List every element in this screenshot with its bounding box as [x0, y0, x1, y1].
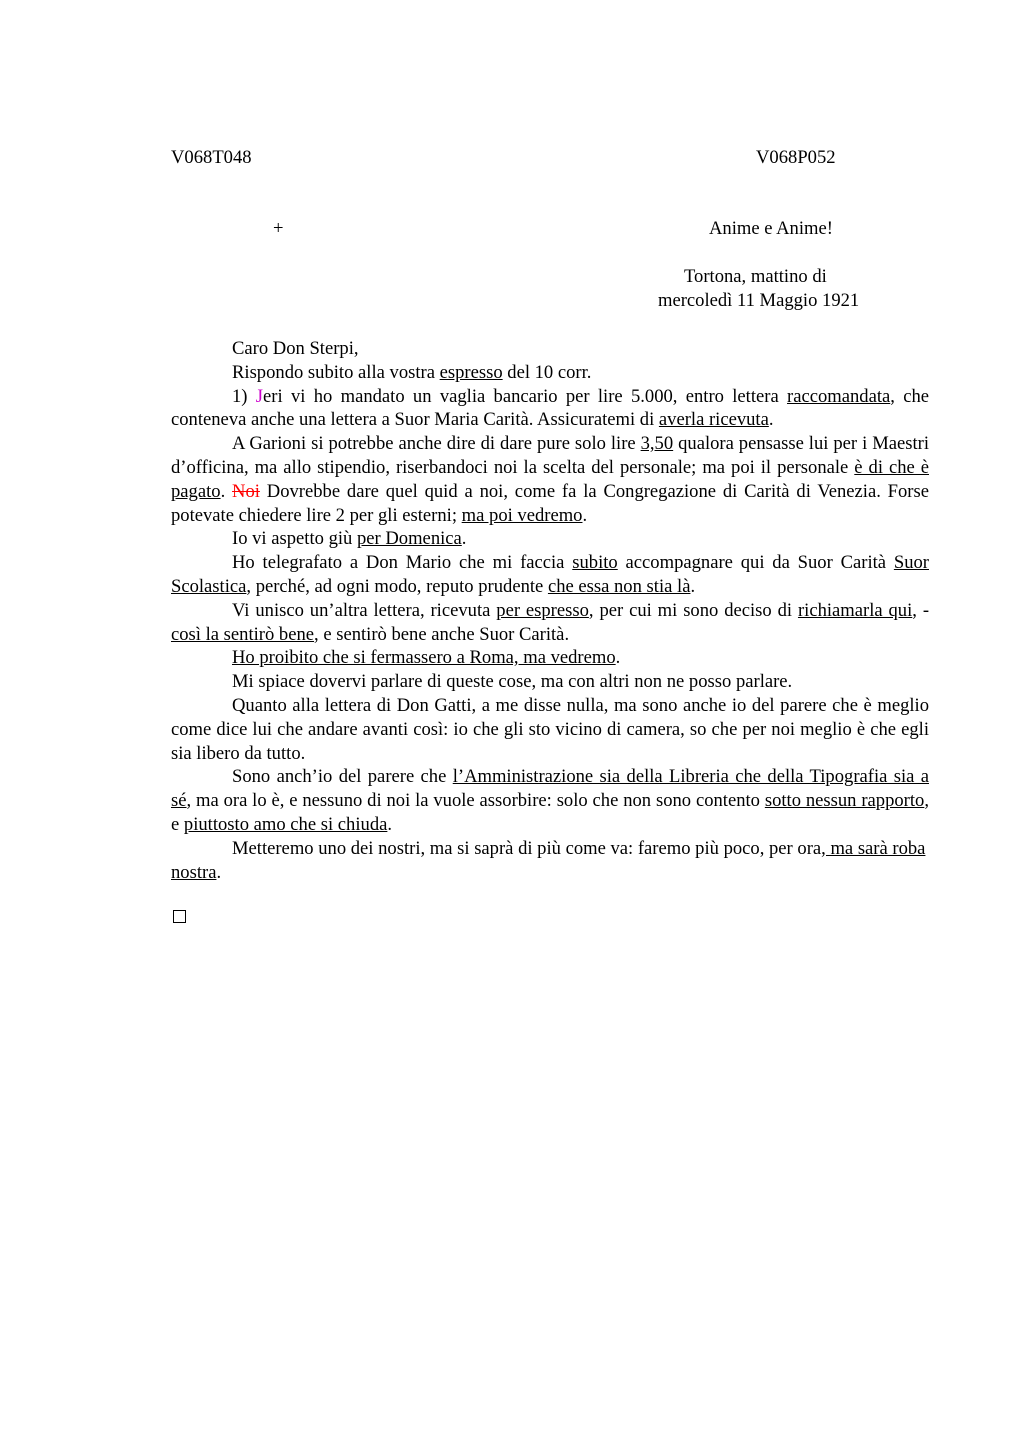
paragraph-7: Ho proibito che si fermassero a Roma, ma vedremo.: [232, 647, 621, 669]
struck-word: Noi: [232, 480, 260, 502]
letter-body: [171, 337, 929, 884]
place-date-line-1: Tortona, mattino di: [684, 266, 827, 287]
document-code-right: V068P052: [756, 147, 836, 168]
paragraph-8: Mi spiace dovervi parlare di queste cose, ma con altri non ne posso parlare.: [232, 671, 793, 693]
paragraph-2: 1) Jeri vi ho mandato un vaglia bancario per lire 5.000, entro lettera raccomandata, che conteneva anche una lettera a Suor Maria Carità. Assicuratemi di averla ricevuta.: [171, 385, 929, 431]
motto: Anime e Anime!: [709, 218, 833, 239]
paragraph-6: Vi unisco un’altra lettera, ricevuta per espresso, per cui mi sono deciso di richiamarla qui, - così la sentirò bene, e sentirò bene anche Suor Carità.: [171, 599, 930, 645]
salutation: Caro Don Sterpi,: [232, 338, 359, 359]
paragraph-11: Metteremo uno dei nostri, ma si saprà di più come va: faremo più poco, per ora, ma sarà roba nostra.: [171, 837, 926, 883]
highlighted-initial: J: [255, 385, 264, 407]
paragraph-3: A Garioni si potrebbe anche dire di dare pure solo lire 3,50 qualora pensasse lui per i Maestri d’officina, ma allo stipendio, riserbandoci noi la scelta del personale; ma poi il personale è di che è pagato. Noi Dovrebbe dare quel quid a noi, come fa la Congregazione di Carità di Venezia. Forse potevate chiedere lire 2 per gli esterni; ma poi vedremo.: [171, 433, 929, 526]
document-code-left: V068T048: [171, 147, 252, 168]
paragraph-9: Quanto alla lettera di Don Gatti, a me disse nulla, ma sono anche io del parere che è meglio come dice lui che andare avanti così: io che gli sto vicino di camera, so che per noi meglio è che egli sia libero da tutto.: [171, 694, 929, 764]
paragraph-1: Rispondo subito alla vostra espresso del 10 corr.: [232, 361, 592, 383]
square-outline-icon: [173, 910, 186, 923]
cross-symbol: +: [273, 218, 284, 239]
paragraph-10: Sono anch’io del parere che l’Amministrazione sia della Libreria che della Tipografia sia a sé, ma ora lo è, e nessuno di noi la vuole assorbire: solo che non sono contento sotto nessun rapporto, e piuttosto amo che si chiuda.: [171, 766, 929, 835]
paragraph-5: Ho telegrafato a Don Mario che mi faccia subito accompagnare qui da Suor Carità Suor Scolastica, perché, ad ogni modo, reputo prudente che essa non stia là.: [171, 552, 929, 597]
paragraph-4: Io vi aspetto giù per Domenica.: [232, 528, 467, 550]
place-date-line-2: mercoledì 11 Maggio 1921: [658, 290, 860, 311]
